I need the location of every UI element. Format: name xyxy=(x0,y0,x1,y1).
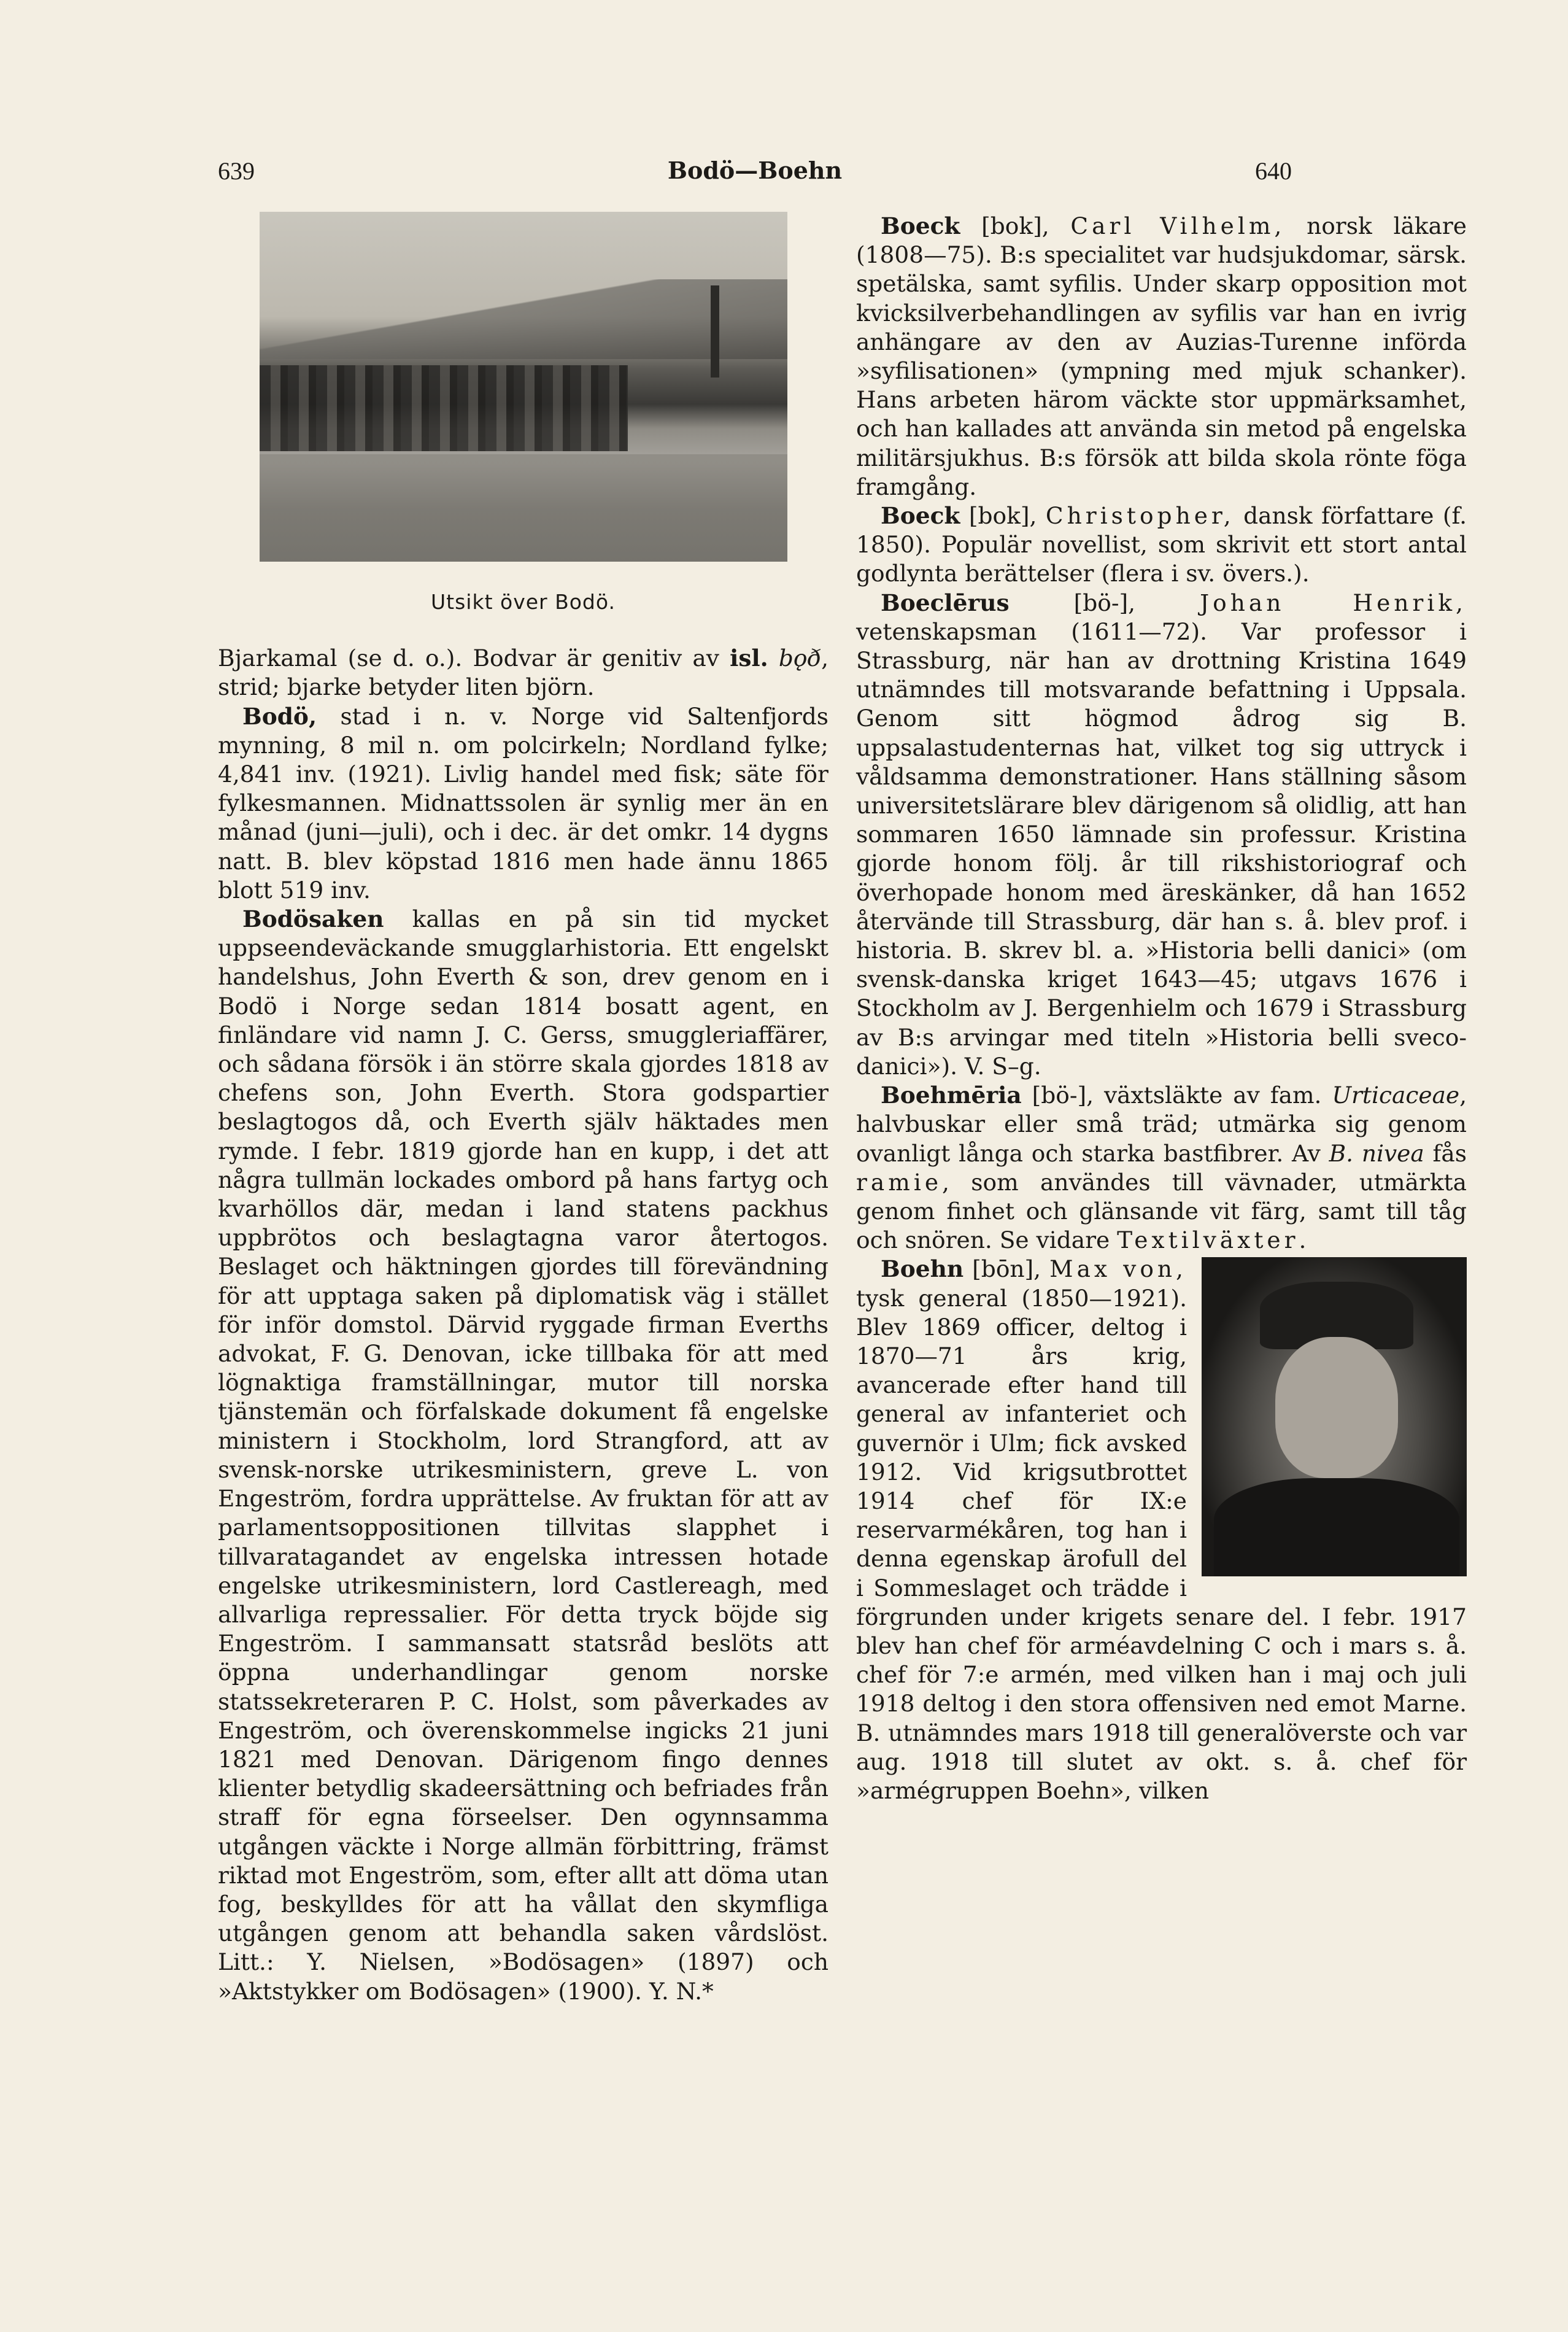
left-column xyxy=(218,212,828,2006)
boeck-carl-entry: Boeck [bok], Carl Vilhelm, norsk läkare (1808—75). B:s specialitet var hudsjukdomar, särsk. spetälska, samt syfilis. Under skarp opposition mot kvicksilverbehandlingen av syfilis var han en ivrig anhängare av den av Auzias-Turenne införda »syfilisationen» (ympning med mjuk schanker). Hans arbeten härom väckte stor uppmärksamhet, och han kallades att använda sin metod på engelska militärsjukhus. B:s försök att bilda skola rönte föga framgång. xyxy=(856,212,1467,500)
bodo-view-photo xyxy=(260,212,787,562)
headword-bodosaken: Bodösaken xyxy=(242,905,384,933)
right-column xyxy=(856,212,1467,1805)
bodosaken-entry: Bodösaken kallas en på sin tid mycket uppseendeväckande smugglarhistoria. Ett engelskt handelshus, John Everth & son, drev genom en i Bodö i Norge sedan 1814 bosatt agent, en finländare vid namn J. C. Gerss, smuggleriaffärer, och sådana försök i än större skala gjordes 1818 av chefens son, John Everth. Stora godspartier beslagtogos då, och Everth själv häktades men rymde. I febr. 1819 gjorde han en kupp, i det att några tullmän lockades ombord på hans fartyg och kvarhöllos där, medan i land statens packhus uppbrötos och beslagtagna varor återtogos. Beslaget och häktningen gjordes till förevändning för att upptaga saken på diplomatisk väg i stället för inför domstol. Därvid ryggade firman Everths advokat, F. G. Denovan, icke tillbaka för att med lögnaktiga framställningar, mutor till norska tjänstemän och förfalskade dokument få engelske ministern i Stockholm, lord Strangford, att av svensk-norske utrikesministern, greve L. von Engeström, fordra upprättelse. Av fruktan för att av parlamentsoppositionen tillvitas slapphet i tillvaratagandet av engelska intressen hotade engelske utrikesministern, lord Castlereagh, med allvarliga repressalier. För detta tryck böjde sig Engeström. I sammansatt statsråd beslöts att öppna underhandlingar genom norske statssekreteraren P. C. Holst, som påverkades av Engeström, och överenskommelse ingicks 21 juni 1821 med Denovan. Därigenom fingo dennes klienter betydlig skadeersättning och befriades från straff för egna förseelser. Den ogynnsamma utgången väckte i Norge allmän förbittring, främst riktad mot Engeström, som, efter allt att döma utan fog, beskylldes för att ha vållat den skymfliga utgången genom att behandla saken vårdslöst. Litt.: Y. Nielsen, »Bodösagen» (1897) och »Aktstykker om Bodösagen» (1900). Y. N.* xyxy=(218,905,828,2005)
bjarkamal-entry: Bjarkamal (se d. o.). Bodvar är genitiv av isl. bǫð, strid; bjarke betyder liten björn. xyxy=(218,645,828,701)
bodo-figure xyxy=(260,212,787,616)
page-header xyxy=(218,157,1292,193)
boehmeria-entry: Boehmēria [bö-], växtsläkte av fam. Urticaceae, halvbuskar eller små träd; utmärka sig genom ovanligt långa och starka bastfibrer. Av B. nivea fås ramie, som användes till vävnader, utmärkta genom finhet och glänsande vit färg, samt till tåg och snören. Se vidare Textilväxter. xyxy=(856,1082,1467,1254)
boehn-portrait-photo xyxy=(1202,1257,1467,1576)
boehn-entry: Boehn [bōn], Max von, tysk general (1850—1921). Blev 1869 officer, deltog i 1870—71 års krig, avancerade efter hand till general av infanteriet och guvernör i Ulm; fick avsked 1912. Vid krigsutbrottet 1914 chef för IX:e reservarmékåren, tog han i denna egenskap ärofull del i Sommeslaget och trädde i förgrunden under krigets senare del. I febr. 1917 blev han chef för arméavdelning C och i mars s. å. chef för 7:e armén, med vilken han i maj och juli 1918 deltog i den stora offensiven ned emot Marne. B. utnämndes mars 1918 till generalöverste och var aug. 1918 till slutet av okt. s. å. chef för »armégruppen Boehn», vilken xyxy=(856,1255,1467,1804)
running-title: Bodö—Boehn xyxy=(667,157,843,184)
boeck-christopher-entry: Boeck [bok], Christopher, dansk författare (f. 1850). Populär novellist, som skrivit ett stort antal godlynta berättelser (flera i sv. övers.). xyxy=(856,502,1467,587)
page-number-left: 639 xyxy=(218,157,255,185)
headword-bodo: Bodö, xyxy=(242,702,317,730)
boeclerus-entry: Boeclērus [bö-], Johan Henrik, vetenskapsman (1611—72). Var professor i Strassburg, när han av drottning Kristina 1649 utnämndes till motsvarande befattning i Uppsala. Genom sitt högmod ådrog sig B. uppsalastudenternas hat, vilket tog sig uttryck i våldsamma demonstrationer. Hans ställning såsom universitetslärare blev därigenom så olidlig, att han sommaren 1650 lämnade sin professur. Kristina gjorde honom följ. år till rikshistoriograf och överhopade honom med äreskänker, då han 1652 återvände till Strassburg, där han s. å. blev prof. i historia. B. skrev bl. a. »Historia belli danici» (om svensk-danska kriget 1643—45; utgavs 1676 i Stockholm av J. Bergenhielm och 1679 i Strassburg av B:s arvingar med titeln »Historia belli sveco-danici»). V. S–g. xyxy=(856,589,1467,1080)
bodo-entry: Bodö, stad i n. v. Norge vid Saltenfjords mynning, 8 mil n. om polcirkeln; Nordland fylke; 4,841 inv. (1921). Livlig handel med fisk; säte för fylkesmannen. Midnattssolen är synlig mer än en månad (juni—juli), och i dec. är det omkr. 14 dygns natt. B. blev köpstad 1816 men hade ännu 1865 blott 519 inv. xyxy=(218,702,828,904)
figure-caption: Utsikt över Bodö. xyxy=(431,590,616,614)
page-number-right: 640 xyxy=(1255,157,1292,185)
boehn-portrait-figure xyxy=(1202,1257,1467,1576)
